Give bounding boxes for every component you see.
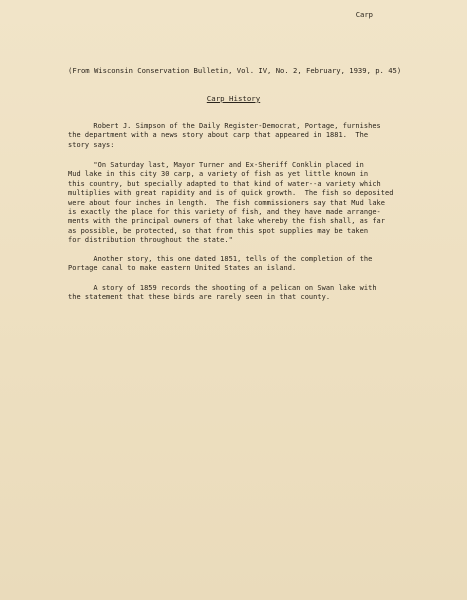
paragraph-pelican: A story of 1859 records the shooting of a pelican on Swan lake with the statement that these birds are rarely seen in that county. [68, 284, 377, 302]
page-header-label: Carp [355, 10, 373, 19]
paragraph-quote: "On Saturday last, Mayor Turner and Ex-Sheriff Conklin placed in Mud lake in this city 30 carp, a variety of fish as yet little known in this country, but specially adapted to that kind of water--a variety which multiplies with great rapidity and is of quick growth. The fish so deposited were about four inches in length. The fish commissioners say that Mud lake is exactly the place for this variety of fish, and they have made arrange- ments with the principal owners of that lake whereby the fish shall, as far as possible, be protected, so that from this spot supplies may be taken for distribution throughout the state." [68, 161, 394, 245]
paragraph-intro: Robert J. Simpson of the Daily Register-Democrat, Portage, furnishes the department with a news story about carp that appeared in 1881. The story says: [68, 122, 381, 149]
document-title: Carp History [206, 94, 261, 103]
source-citation: (From Wisconsin Conservation Bulletin, Vol. IV, No. 2, February, 1939, p. 45) [68, 66, 402, 75]
paragraph-portage-canal: Another story, this one dated 1851, tells of the completion of the Portage canal to make eastern United States an island. [68, 255, 373, 273]
